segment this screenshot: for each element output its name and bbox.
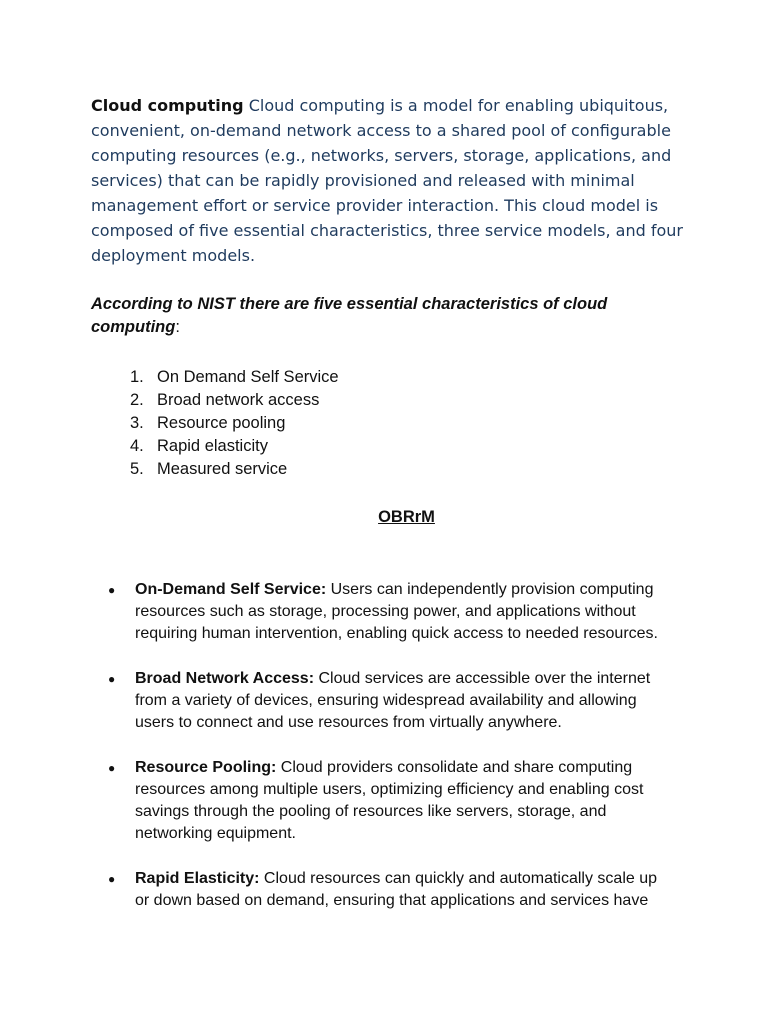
- detail-heading: On-Demand Self Service:: [135, 581, 327, 598]
- bullet-icon: ●: [108, 672, 116, 686]
- list-item: [130, 389, 339, 412]
- intro-term: Cloud computing: [91, 96, 244, 115]
- list-label: Measured service: [157, 460, 288, 478]
- bullet-icon: ●: [108, 761, 116, 775]
- detail-text: Cloud providers consolidate and share computing resources among multiple users, optimizing efficiency and enabling cost savings through the pooling of resources like servers, storage, and networking equipment.: [135, 759, 644, 842]
- list-number: 2.: [130, 391, 144, 409]
- detail-item: [108, 868, 678, 912]
- intro-definition: Cloud computing is a model for enabling ubiquitous, convenient, on-demand network access to a shared pool of configurable computing resources (e.g., networks, servers, storage, applications, and services) that can be rapidly provisioned and released with minimal management effort or service provider interaction. This cloud model is composed of five essential characteristics, three service models, and four deployment models.: [91, 96, 683, 265]
- detail-text: Cloud services are accessible over the internet from a variety of devices, ensuring widespread availability and allowing users to connect and use resources from virtually anywhere.: [135, 670, 651, 731]
- list-number: 4.: [130, 437, 144, 455]
- detail-text: Cloud resources can quickly and automatically scale up or down based on demand, ensuring that applications and services have: [135, 870, 658, 909]
- intro-paragraph: [91, 93, 691, 268]
- list-label: On Demand Self Service: [157, 368, 339, 386]
- list-number: 5.: [130, 460, 144, 478]
- detail-heading: Broad Network Access:: [135, 670, 315, 687]
- list-item: [130, 366, 339, 389]
- detail-body: [135, 579, 675, 645]
- bullet-icon: ●: [108, 583, 116, 597]
- list-item: [130, 458, 339, 481]
- list-label: Rapid elasticity: [157, 437, 268, 455]
- list-item: [130, 435, 339, 458]
- detail-item: [108, 579, 678, 645]
- detail-body: [135, 668, 675, 734]
- list-label: Resource pooling: [157, 414, 286, 432]
- list-number: 3.: [130, 414, 144, 432]
- detail-item: [108, 757, 678, 845]
- nist-heading: [91, 293, 671, 339]
- detail-item: [108, 668, 678, 734]
- bullet-icon: ●: [108, 872, 116, 886]
- nist-tail: :: [175, 318, 180, 336]
- list-item: [130, 412, 339, 435]
- detail-text: Users can independently provision computing resources such as storage, processing power, and applications without requiring human intervention, enabling quick access to needed resources.: [135, 581, 658, 642]
- detail-body: [135, 757, 675, 845]
- nist-lead: According to NIST there are five essential characteristics of cloud computing: [91, 295, 608, 336]
- mnemonic-heading: OBRrM: [378, 508, 435, 526]
- characteristics-list: [130, 366, 339, 481]
- list-label: Broad network access: [157, 391, 320, 409]
- detail-body: [135, 868, 675, 912]
- detail-heading: Resource Pooling:: [135, 759, 277, 776]
- list-number: 1.: [130, 368, 144, 386]
- detail-heading: Rapid Elasticity:: [135, 870, 260, 887]
